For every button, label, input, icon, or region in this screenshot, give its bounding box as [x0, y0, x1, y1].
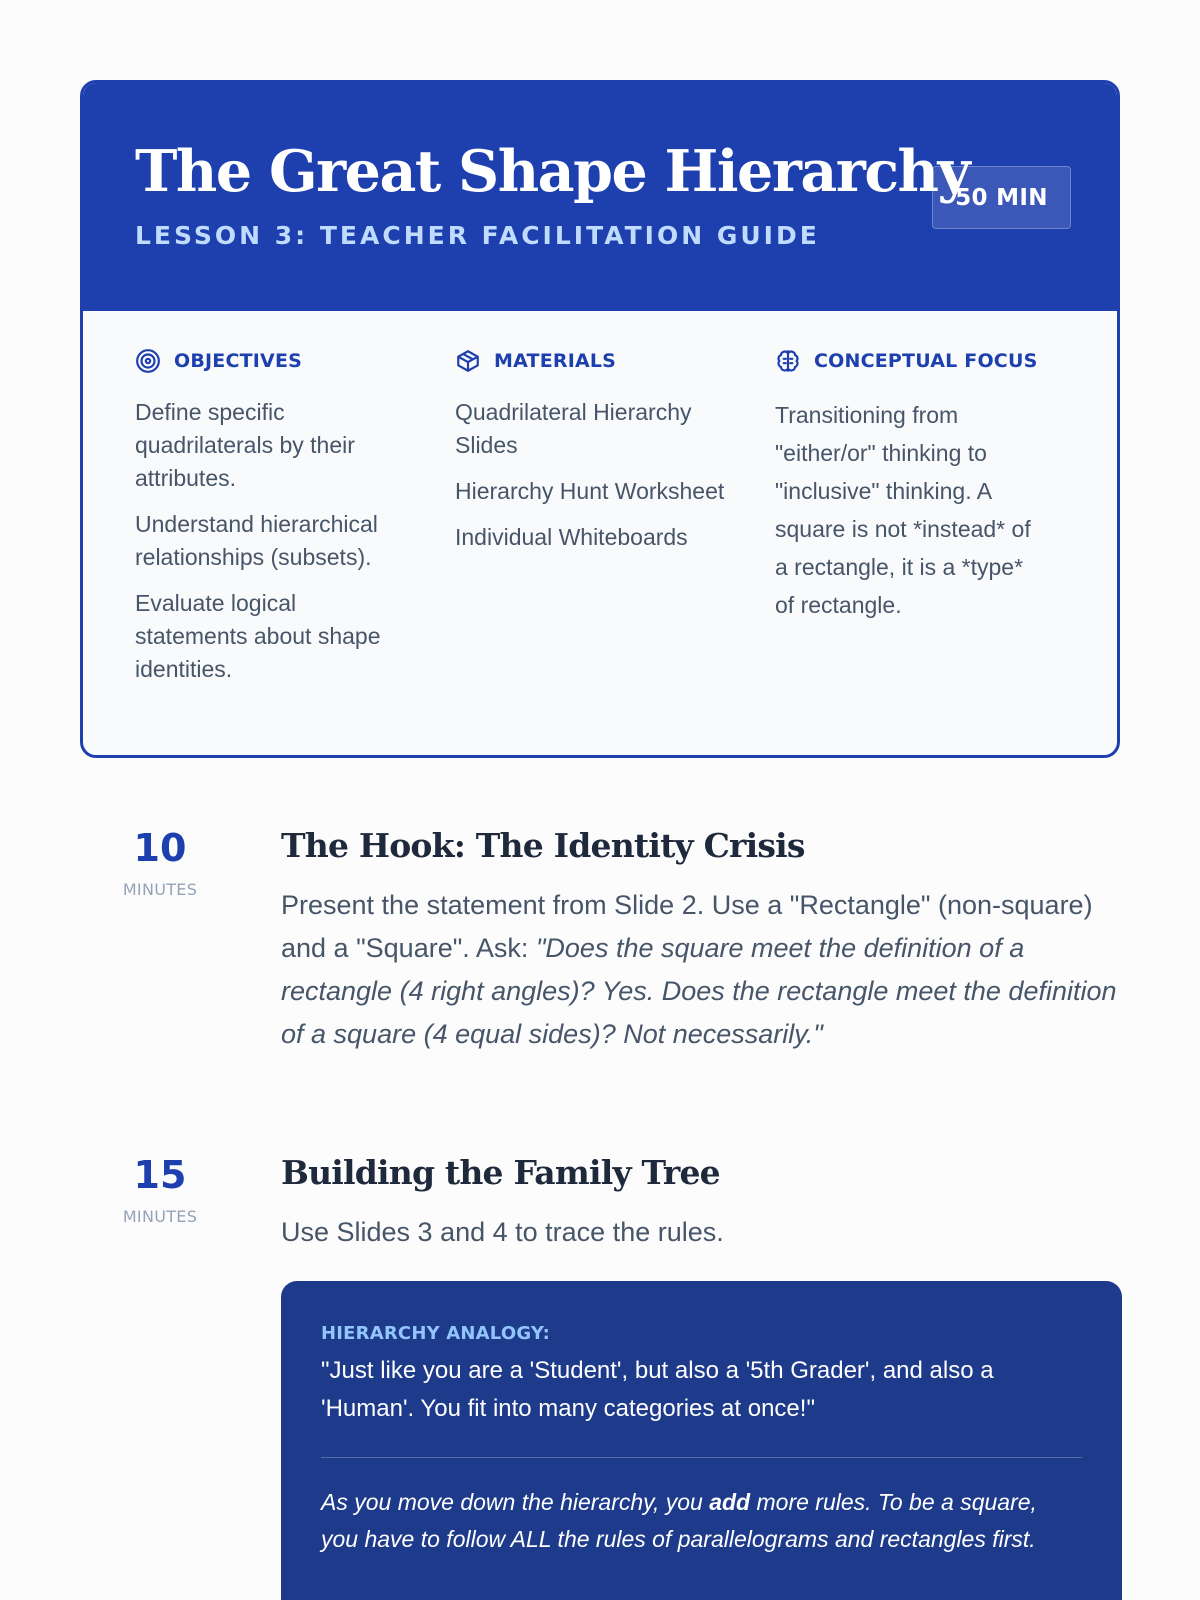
section-2-minutes: 15: [133, 1153, 187, 1197]
lesson-header: [83, 83, 1117, 311]
section-1-unit: MINUTES: [122, 880, 198, 899]
analogy-note-pre: As you move down the hierarchy, you: [321, 1489, 710, 1515]
section-1-body: [281, 884, 1126, 1056]
section-2-unit: MINUTES: [122, 1207, 198, 1226]
target-icon: [135, 348, 161, 374]
list-item: Quadrilateral Hierarchy Slides: [455, 399, 692, 458]
list-item: Understand hierarchical relationships (subsets).: [135, 511, 378, 570]
section-1-title: The Hook: The Identity Crisis: [281, 826, 805, 865]
section-2-title: Building the Family Tree: [281, 1153, 720, 1192]
materials-list: [455, 396, 725, 554]
analogy-quote: "Just like you are a 'Student', but also a '5th Grader', and also a 'Human'. You fit into many categories at once!": [321, 1357, 994, 1422]
materials-column: [455, 346, 725, 567]
objectives-column: [135, 346, 410, 699]
duration-badge: 50 MIN: [932, 166, 1071, 229]
focus-column: [775, 346, 1040, 624]
list-item: Evaluate logical statements about shape identities.: [135, 590, 381, 682]
lesson-title: The Great Shape Hierarchy: [135, 138, 970, 205]
list-item: Individual Whiteboards: [455, 524, 688, 550]
materials-label: MATERIALS: [494, 350, 617, 372]
analogy-callout: [281, 1281, 1122, 1600]
list-item: Define specific quadrilaterals by their attributes.: [135, 399, 355, 491]
list-item: Hierarchy Hunt Worksheet: [455, 478, 725, 504]
section-1-question: "Does the square meet the definition of a rectangle (4 right angles)? Yes. Does the rectangle meet the definition of a square (4 equal sides)? Not necessarily.": [281, 933, 1117, 1049]
box-icon: [455, 348, 481, 374]
objectives-label: OBJECTIVES: [174, 350, 303, 372]
lesson-subtitle: LESSON 3: TEACHER FACILITATION GUIDE: [135, 221, 820, 250]
lesson-card: [80, 80, 1120, 758]
analogy-note-post: more rules. To be a square, you have to follow ALL the rules of parallelograms and rectangles first.: [321, 1489, 1037, 1552]
objectives-heading: [135, 346, 410, 376]
section-2-body: Use Slides 3 and 4 to trace the rules.: [281, 1217, 724, 1247]
materials-heading: [455, 346, 725, 376]
section-1-minutes: 10: [133, 826, 187, 870]
analogy-label: HIERARCHY ANALOGY:: [321, 1323, 550, 1344]
objectives-list: [135, 396, 410, 686]
analogy-note: [321, 1484, 1041, 1558]
analogy-divider: [321, 1457, 1082, 1458]
focus-heading: [775, 346, 1040, 376]
focus-text: Transitioning from "either/or" thinking to "inclusive" thinking. A square is not *instead* of a rectangle, it is a *type* of rectangle.: [775, 402, 1031, 618]
brain-icon: [775, 348, 801, 374]
section-1-body-text: Present the statement from Slide 2. Use a "Rectangle" (non-square) and a "Square". Ask:: [281, 890, 1093, 963]
focus-label: CONCEPTUAL FOCUS: [814, 350, 1038, 372]
analogy-note-bold: add: [709, 1489, 751, 1515]
